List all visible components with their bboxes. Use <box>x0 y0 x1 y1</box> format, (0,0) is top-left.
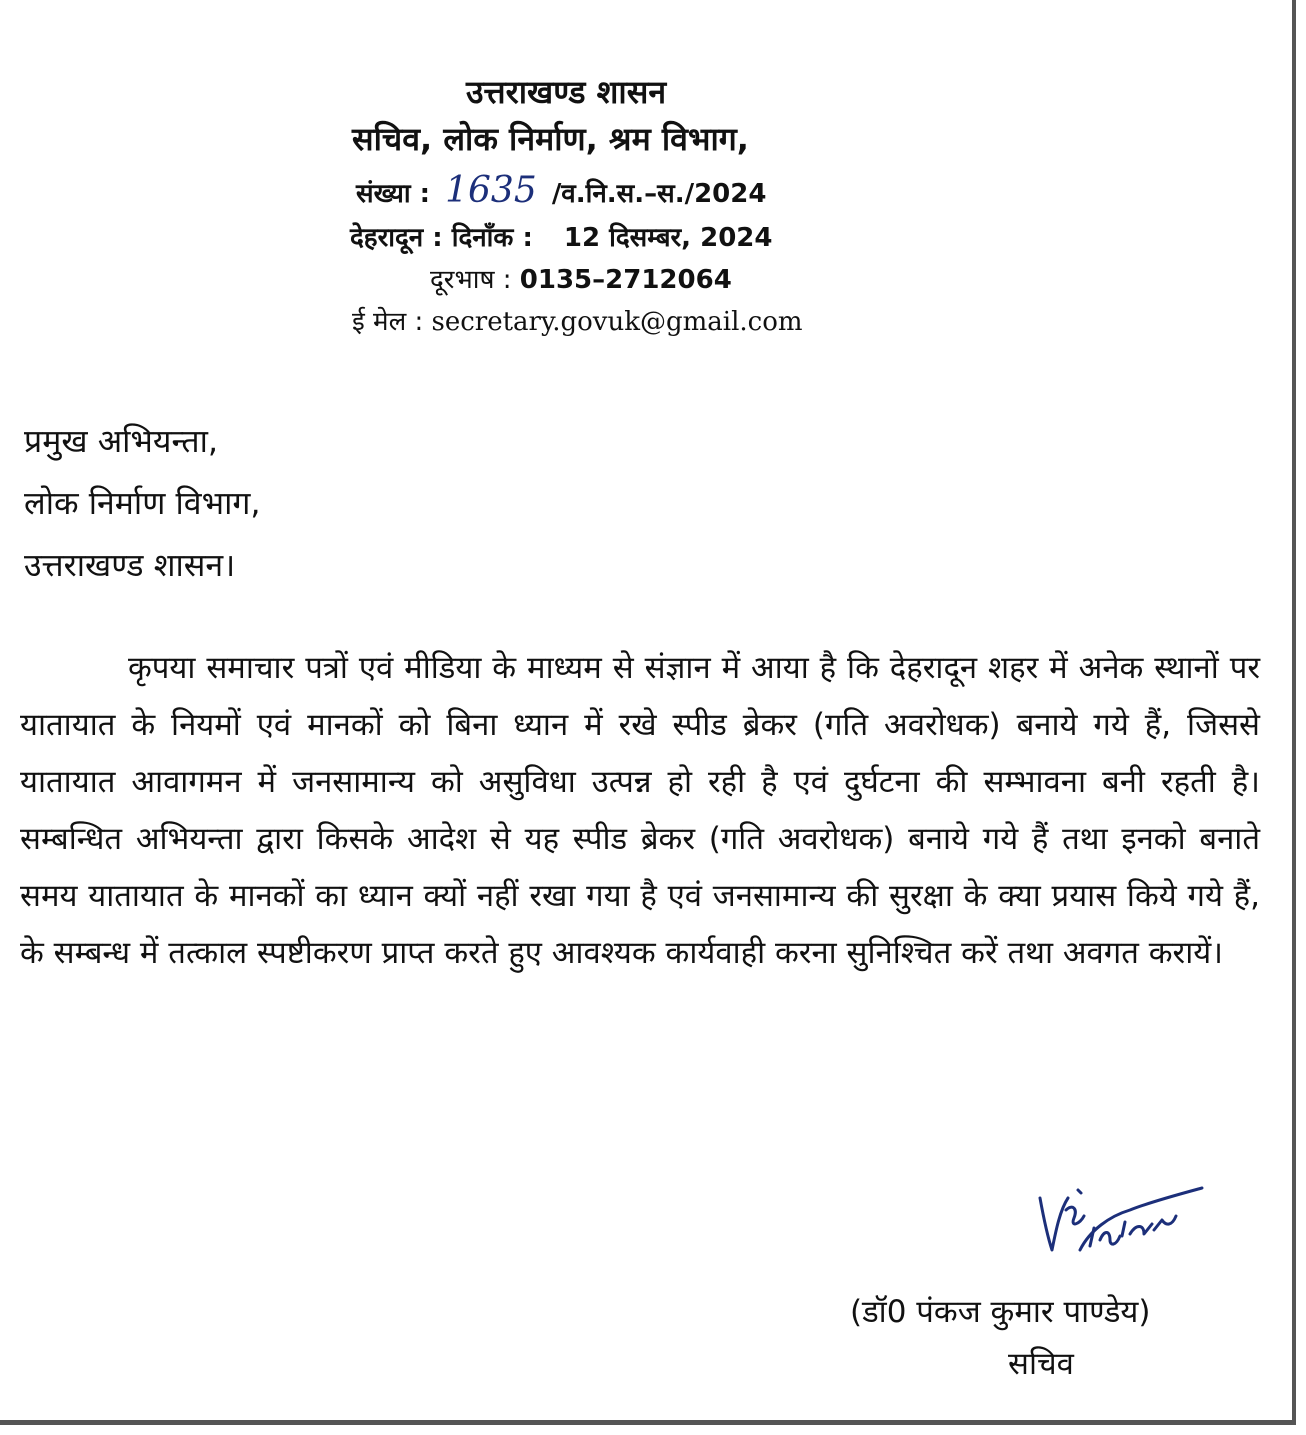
letter-body: कृपया समाचार पत्रों एवं मीडिया के माध्यम से संज्ञान में आया है कि देहरादून शहर में अनेक स्थानों पर यातायात के नियमों एवं मानकों को बिना ध्यान में रखे स्पीड ब्रेकर (गति अवरोधक) बनाये गये हैं, जिससे यातायात आवागमन में जनसामान्य को असुविधा उत्पन्न हो रही है एवं दुर्घटना की सम्भावना बनी रहती है। सम्बन्धित अभियन्ता द्वारा किसके आदेश से यह स्पीड ब्रेकर (गति अवरोधक) बनाये गये हैं तथा इनको बनाते समय यातायात के मानकों का ध्यान क्यों नहीं रखा गया है एवं जनसामान्य की सुरक्षा के क्या प्रयास किये गये हैं, के सम्बन्ध में तत्काल स्पष्टीकरण प्राप्त करते हुए आवश्यक कार्यवाही करना सुनिश्चित करें तथा अवगत करायें। <box>20 650 1260 971</box>
phone-value: 0135–2712064 <box>519 265 732 295</box>
number-suffix: /व.नि.स.–स./2024 <box>551 179 767 209</box>
letterhead-department: सचिव, लोक निर्माण, श्रम विभाग, <box>352 120 749 158</box>
email-value: secretary.govuk@gmail.com <box>431 307 803 337</box>
date-value: 12 दिसम्बर, 2024 <box>563 223 773 253</box>
date-label: देहरादून : दिनाँक : <box>350 223 533 253</box>
signature-image <box>1030 1180 1210 1270</box>
recipient-address <box>24 420 261 606</box>
letter-date <box>350 218 772 254</box>
email-label: ई मेल : <box>352 307 424 337</box>
phone-line <box>430 260 732 296</box>
recipient-line-2: लोक निर्माण विभाग, <box>24 484 261 522</box>
handwritten-number: 1635 <box>445 170 537 211</box>
letterhead-title: उत्तराखण्ड शासन <box>466 73 667 111</box>
number-label: संख्या : <box>356 179 431 209</box>
recipient-line-3: उत्तराखण्ड शासन। <box>24 546 236 584</box>
letter-number <box>356 170 766 211</box>
signatory-designation: सचिव <box>1008 1346 1074 1382</box>
signatory-name: (डॉ0 पंकज कुमार पाण्डेय) <box>850 1294 1151 1330</box>
recipient-line-1: प्रमुख अभियन्ता, <box>24 422 219 460</box>
email-line <box>352 302 803 338</box>
phone-label: दूरभाष : <box>430 265 512 295</box>
